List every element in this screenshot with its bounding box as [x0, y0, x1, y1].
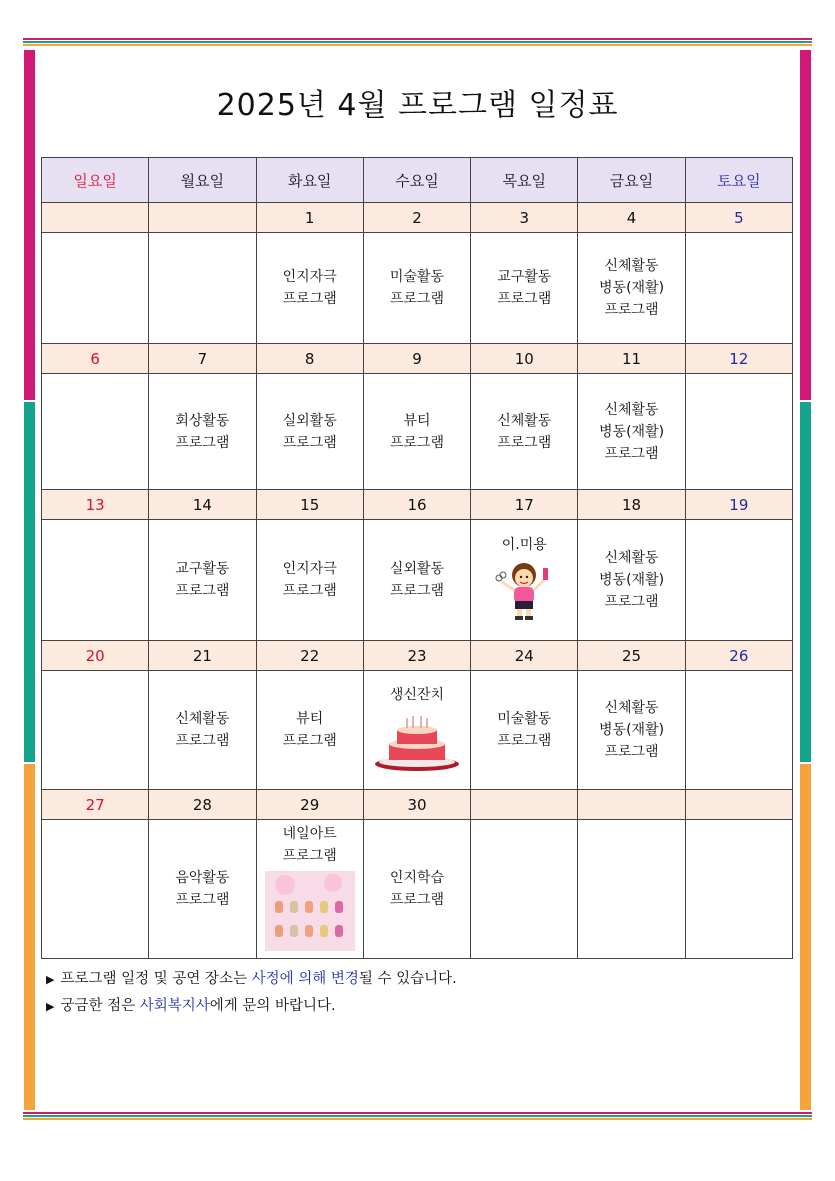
program-text: 인지자극: [282, 561, 337, 577]
day-cell: [685, 374, 792, 490]
date-number: 27: [42, 790, 149, 820]
day-cell: [471, 820, 578, 959]
top-border-line-1: [23, 38, 812, 40]
birthday-cake-icon: [364, 710, 470, 776]
date-number: [471, 790, 578, 820]
date-number: 12: [685, 344, 792, 374]
weekday-header: 금요일: [578, 158, 685, 203]
program-text: 프로그램: [389, 583, 445, 599]
bottom-border-line-1: [23, 1112, 812, 1114]
day-cell: [256, 820, 363, 959]
date-number: 20: [42, 641, 149, 671]
day-cell: [363, 820, 470, 959]
day-cell: [42, 520, 149, 641]
page-title: 2025년 4월 프로그램 일정표: [216, 88, 619, 123]
date-number: 19: [685, 490, 792, 520]
program-text: 미술활동: [389, 269, 445, 285]
date-number: [578, 790, 685, 820]
date-number: 9: [363, 344, 470, 374]
date-number: 17: [471, 490, 578, 520]
date-number: 25: [578, 641, 685, 671]
date-number: 21: [149, 641, 256, 671]
date-number: 5: [685, 203, 792, 233]
program-text: 신체활동: [604, 700, 659, 716]
day-cell: [685, 820, 792, 959]
program-text: 프로그램: [497, 434, 552, 451]
program-text: 프로그램: [175, 892, 230, 908]
day-cell: [363, 520, 470, 641]
program-text: 프로그램: [604, 594, 659, 610]
day-cell: [578, 820, 685, 959]
notes: [46, 966, 457, 1020]
day-cell: [42, 374, 149, 490]
day-cell: [363, 671, 470, 790]
program-text: 신체활동: [604, 550, 659, 566]
date-number: 3: [471, 203, 578, 233]
right-border-teal: [800, 402, 811, 762]
day-cell: [363, 233, 470, 344]
left-border-teal: [24, 402, 35, 762]
day-cell: [578, 374, 685, 490]
day-cell: [685, 520, 792, 641]
date-number: 29: [256, 790, 363, 820]
note-1: ▶ 프로그램 일정 및 공연 장소는 사정에 의해 변경될 수 있습니다.: [46, 971, 457, 987]
program-text: 네일아트: [282, 826, 337, 842]
date-number: [685, 790, 792, 820]
date-number: 1: [256, 203, 363, 233]
hairdresser-icon: [471, 560, 577, 626]
weekday-header: 일요일: [42, 158, 149, 203]
day-cell: [149, 374, 256, 490]
weekday-header: 토요일: [685, 158, 792, 203]
program-text: 프로그램: [175, 733, 230, 749]
day-cell: [685, 233, 792, 344]
day-cell: [471, 671, 578, 790]
left-border-orange: [24, 764, 35, 1110]
date-number: 7: [149, 344, 256, 374]
program-text: 프로그램: [282, 733, 337, 749]
date-number: [42, 203, 149, 233]
program-text: 이.미용: [501, 537, 547, 553]
program-text: 교구활동: [497, 269, 552, 285]
program-text: 프로그램: [282, 434, 337, 451]
program-text: 뷰티: [296, 711, 324, 727]
program-text: 신체활동: [175, 711, 230, 727]
date-number: 6: [42, 344, 149, 374]
date-number: 10: [471, 344, 578, 374]
date-number: 24: [471, 641, 578, 671]
day-cell: [149, 820, 256, 959]
program-text: 프로그램: [282, 848, 337, 864]
program-text: 뷰티: [403, 412, 431, 429]
day-cell: [149, 233, 256, 344]
day-cell: [149, 520, 256, 641]
day-cell: [42, 233, 149, 344]
program-text: 신체활동: [604, 401, 659, 418]
program-text: 프로그램: [175, 434, 230, 451]
date-number: [149, 203, 256, 233]
program-text: 신체활동: [604, 258, 659, 274]
day-cell: [363, 374, 470, 490]
day-cell: [42, 671, 149, 790]
day-cell: [149, 671, 256, 790]
top-border-line-3: [23, 44, 812, 46]
calendar-table: [41, 157, 793, 959]
program-text: 실외활동: [282, 412, 337, 429]
program-text: 프로그램: [282, 583, 337, 599]
day-cell: [256, 233, 363, 344]
date-number: 16: [363, 490, 470, 520]
right-border-orange: [800, 764, 811, 1110]
weekday-header: 목요일: [471, 158, 578, 203]
day-cell: [256, 374, 363, 490]
program-text: 회상활동: [175, 412, 230, 429]
program-text: 프로그램: [389, 892, 445, 908]
date-number: 4: [578, 203, 685, 233]
weekday-header: 월요일: [149, 158, 256, 203]
note-2: ▶ 궁금한 점은 사회복지사에게 문의 바랍니다.: [46, 998, 336, 1014]
date-number: 14: [149, 490, 256, 520]
program-text: 프로그램: [497, 733, 552, 749]
program-text: 생신잔치: [389, 687, 445, 703]
program-text: 병동(재활): [599, 280, 665, 296]
program-text: 인지학습: [389, 870, 445, 886]
day-cell: [471, 233, 578, 344]
program-text: 프로그램: [497, 291, 552, 307]
program-text: 프로그램: [389, 291, 445, 307]
program-text: 신체활동: [497, 412, 552, 429]
date-number: 28: [149, 790, 256, 820]
program-text: 프로그램: [604, 744, 659, 760]
program-text: 교구활동: [175, 561, 230, 577]
program-text: 실외활동: [389, 561, 445, 577]
program-text: 프로그램: [389, 434, 445, 451]
top-border-line-2: [23, 41, 812, 43]
date-number: 8: [256, 344, 363, 374]
date-number: 23: [363, 641, 470, 671]
date-number: 13: [42, 490, 149, 520]
program-text: 미술활동: [497, 711, 552, 727]
day-cell: [685, 671, 792, 790]
day-cell: [578, 671, 685, 790]
day-cell: [42, 820, 149, 959]
program-text: 병동(재활): [599, 572, 665, 588]
date-number: 2: [363, 203, 470, 233]
program-text: 프로그램: [175, 583, 230, 599]
program-text: 프로그램: [604, 302, 659, 318]
date-number: 26: [685, 641, 792, 671]
bottom-border-line-3: [23, 1118, 812, 1120]
date-number: 22: [256, 641, 363, 671]
date-number: 11: [578, 344, 685, 374]
day-cell: [578, 520, 685, 641]
day-cell: [471, 374, 578, 490]
program-text: 프로그램: [604, 445, 659, 462]
program-text: 인지자극: [282, 269, 337, 285]
program-text: 프로그램: [282, 291, 337, 307]
bullet-triangle-icon: ▶: [46, 1000, 55, 1013]
bottom-border-line-2: [23, 1115, 812, 1117]
day-cell: [578, 233, 685, 344]
program-text: 병동(재활): [599, 423, 665, 440]
weekday-header: 화요일: [256, 158, 363, 203]
day-cell: [471, 520, 578, 641]
weekday-header: 수요일: [363, 158, 470, 203]
bullet-triangle-icon: ▶: [46, 973, 55, 986]
date-number: 18: [578, 490, 685, 520]
program-text: 병동(재활): [599, 722, 665, 738]
day-cell: [256, 671, 363, 790]
date-number: 30: [363, 790, 470, 820]
date-number: 15: [256, 490, 363, 520]
nail-art-image: [257, 871, 363, 955]
program-text: 음악활동: [175, 870, 230, 886]
day-cell: [256, 520, 363, 641]
